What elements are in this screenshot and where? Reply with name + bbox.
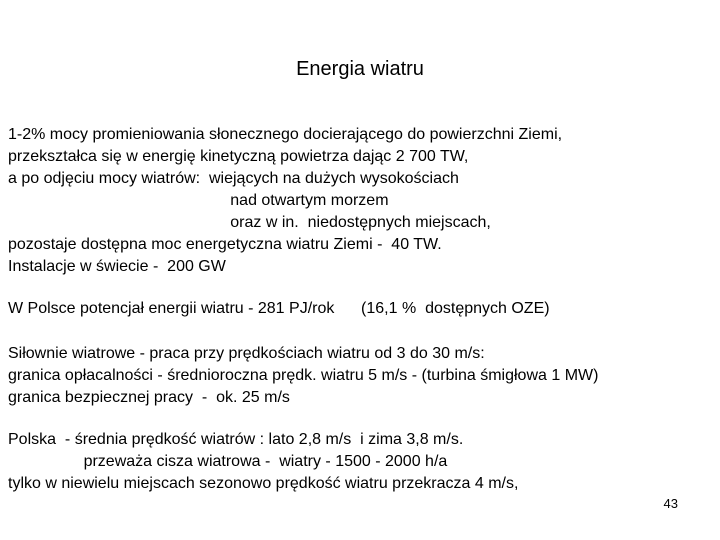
text-line: granica bezpiecznej pracy - ok. 25 m/s <box>8 389 290 406</box>
text-line: 1-2% mocy promieniowania słonecznego docierającego do powierzchni Ziemi, <box>8 126 563 143</box>
text-line: granica opłacalności - średnioroczna prędk. wiatru 5 m/s - (turbina śmigłowa 1 MW) <box>8 367 599 384</box>
text-line: pozostaje dostępna moc energetyczna wiatru Ziemi - 40 TW. <box>8 236 442 253</box>
text-line: nad otwartym morzem <box>8 192 389 209</box>
text-line: oraz w in. niedostępnych miejscach, <box>8 214 491 231</box>
text-line: a po odjęciu mocy wiatrów: wiejących na dużych wysokościach <box>8 170 459 187</box>
text-line: Siłownie wiatrowe - praca przy prędkościach wiatru od 3 do 30 m/s: <box>8 345 485 362</box>
text-line: W Polsce potencjał energii wiatru - 281 PJ/rok (16,1 % dostępnych OZE) <box>8 300 550 317</box>
slide-title: Energia wiatru <box>296 58 424 80</box>
page-number: 43 <box>663 496 678 511</box>
text-line: przekształca się w energię kinetyczną powietrza dając 2 700 TW, <box>8 148 469 165</box>
text-line: przeważa cisza wiatrowa - wiatry - 1500 - 2000 h/a <box>8 453 448 470</box>
text-line: Instalacje w świecie - 200 GW <box>8 258 226 275</box>
text-line: tylko w niewielu miejscach sezonowo prędkość wiatru przekracza 4 m/s, <box>8 475 519 492</box>
text-line: Polska - średnia prędkość wiatrów : lato 2,8 m/s i zima 3,8 m/s. <box>8 431 464 448</box>
